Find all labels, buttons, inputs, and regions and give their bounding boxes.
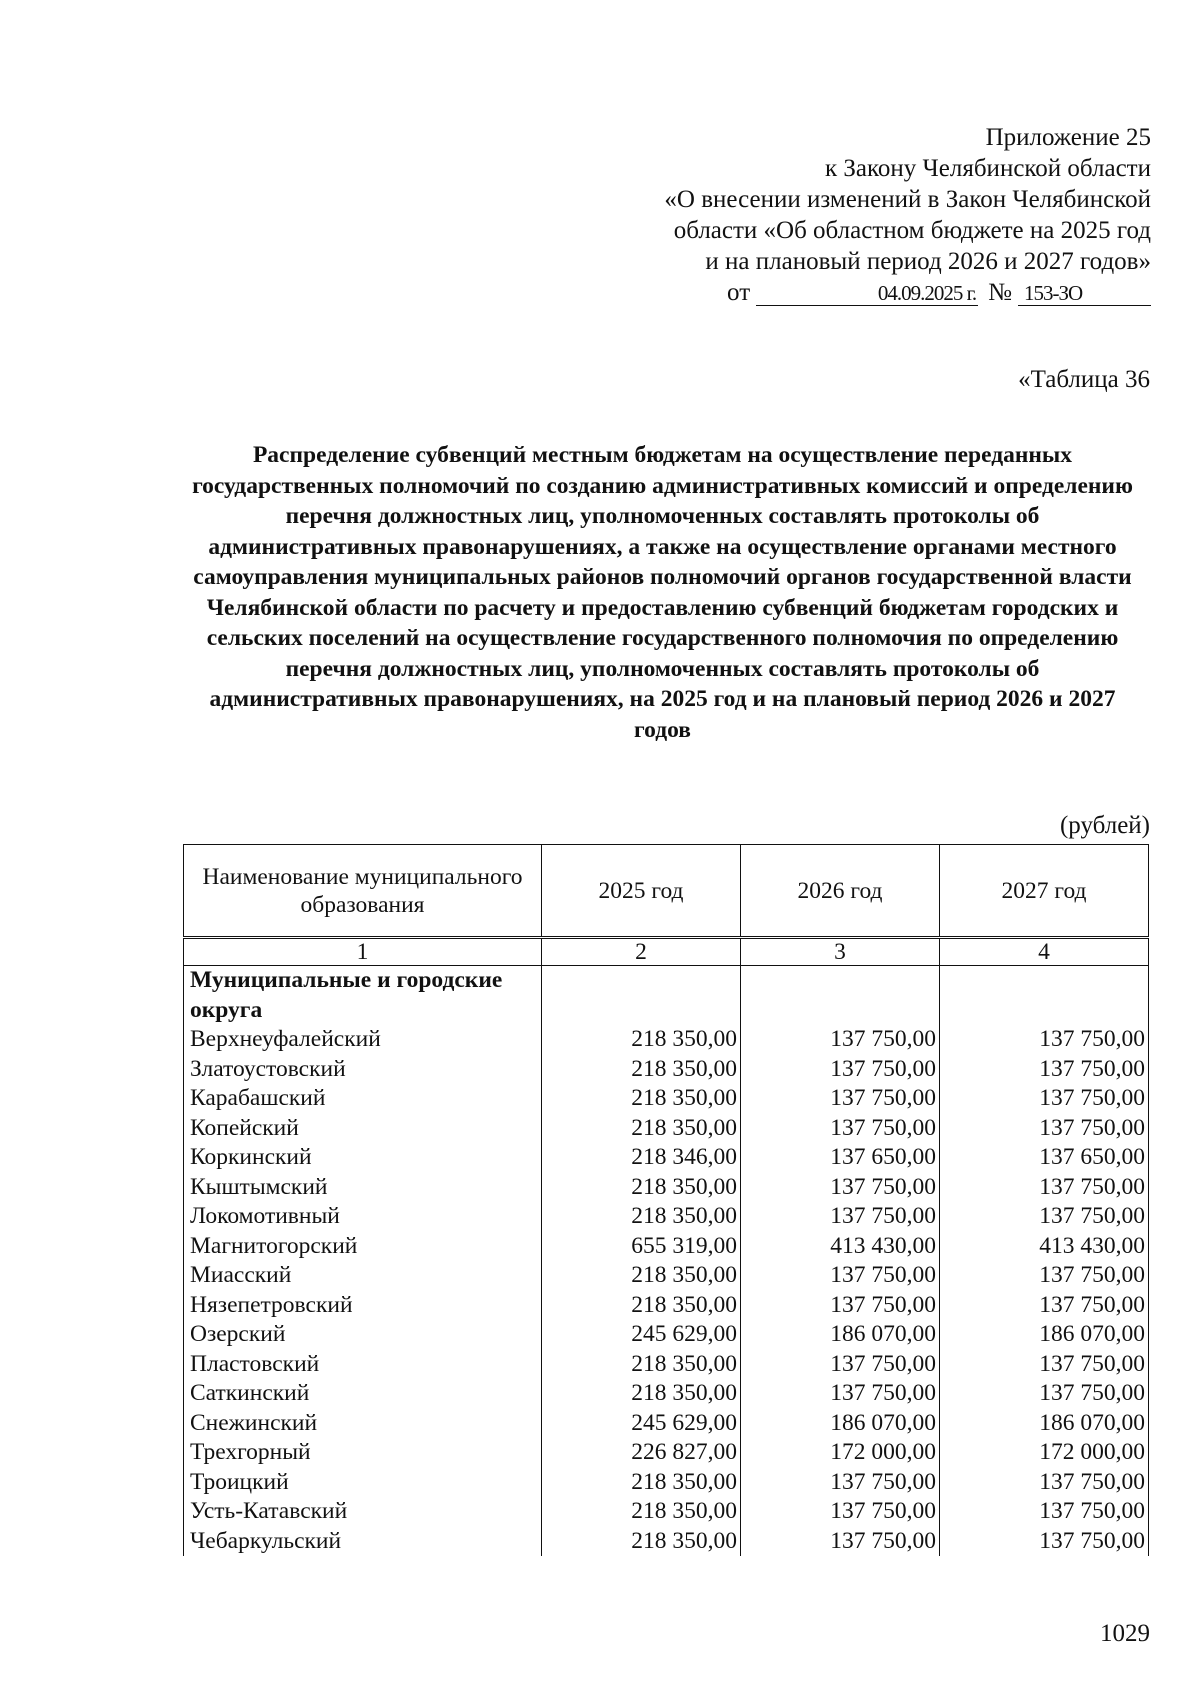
amount-cell: 137 750,00 <box>940 1527 1149 1557</box>
amount-cell: 245 629,00 <box>542 1320 741 1350</box>
column-number-row <box>184 938 1149 966</box>
amount-cell: 413 430,00 <box>741 1232 940 1262</box>
column-number: 4 <box>940 938 1149 966</box>
appendix-line: области «Об областном бюджете на 2025 год <box>673 217 1151 244</box>
amount-cell: 137 750,00 <box>741 1114 940 1144</box>
amount-cell: 137 750,00 <box>940 1261 1149 1291</box>
amount-cell: 655 319,00 <box>542 1232 741 1262</box>
amount-cell: 137 750,00 <box>741 1497 940 1527</box>
amount-cell: 137 750,00 <box>741 1350 940 1380</box>
amount-cell: 218 350,00 <box>542 1350 741 1380</box>
amount-cell: 137 750,00 <box>940 1202 1149 1232</box>
amount-cell: 218 350,00 <box>542 1379 741 1409</box>
amount-cell: 137 650,00 <box>741 1143 940 1173</box>
table-row <box>184 1232 1149 1262</box>
amount-cell: 137 750,00 <box>741 1202 940 1232</box>
municipality-name: Снежинский <box>184 1409 542 1439</box>
appendix-line: и на плановый период 2026 и 2027 годов» <box>705 248 1151 275</box>
municipality-name: Копейский <box>184 1114 542 1144</box>
municipality-name: Усть-Катавский <box>184 1497 542 1527</box>
amount-cell: 218 350,00 <box>542 1202 741 1232</box>
amount-cell: 137 750,00 <box>741 1055 940 1085</box>
table-row <box>184 1438 1149 1468</box>
appendix-line: к Закону Челябинской области <box>825 155 1151 182</box>
amount-cell: 218 350,00 <box>542 1291 741 1321</box>
amount-cell: 137 750,00 <box>940 1350 1149 1380</box>
amount-cell: 245 629,00 <box>542 1409 741 1439</box>
amount-cell: 137 750,00 <box>741 1261 940 1291</box>
amount-cell: 413 430,00 <box>940 1232 1149 1262</box>
column-number: 2 <box>542 938 741 966</box>
municipality-name: Саткинский <box>184 1379 542 1409</box>
appendix-header <box>591 122 1151 308</box>
amount-cell: 137 750,00 <box>741 1084 940 1114</box>
municipality-name: Локомотивный <box>184 1202 542 1232</box>
table-row <box>184 1379 1149 1409</box>
amount-cell: 137 750,00 <box>940 1055 1149 1085</box>
amount-cell: 137 750,00 <box>940 1468 1149 1498</box>
amount-cell: 186 070,00 <box>940 1320 1149 1350</box>
amount-cell: 226 827,00 <box>542 1438 741 1468</box>
municipality-name: Чебаркульский <box>184 1527 542 1557</box>
amount-cell: 137 750,00 <box>741 1379 940 1409</box>
subvention-table <box>183 844 1149 1556</box>
amount-cell: 172 000,00 <box>940 1438 1149 1468</box>
amount-cell: 172 000,00 <box>741 1438 940 1468</box>
table-row <box>184 1173 1149 1203</box>
amount-cell: 137 750,00 <box>940 1084 1149 1114</box>
amount-cell: 137 750,00 <box>741 1291 940 1321</box>
section-row <box>184 966 1149 1026</box>
municipality-name: Троицкий <box>184 1468 542 1498</box>
amount-cell: 137 750,00 <box>741 1025 940 1055</box>
law-date: 04.09.2025 г. <box>756 281 978 306</box>
column-number: 1 <box>184 938 542 966</box>
table-row <box>184 1527 1149 1557</box>
table-row <box>184 1497 1149 1527</box>
amount-cell: 218 350,00 <box>542 1173 741 1203</box>
amount-cell: 137 750,00 <box>741 1468 940 1498</box>
column-number: 3 <box>741 938 940 966</box>
table-row <box>184 1468 1149 1498</box>
amount-cell: 137 750,00 <box>741 1527 940 1557</box>
header-2026: 2026 год <box>741 845 940 938</box>
number-label: № <box>988 279 1012 306</box>
header-municipality: Наименование муниципального образования <box>184 845 542 938</box>
municipality-name: Верхнеуфалейский <box>184 1025 542 1055</box>
table-header-row <box>184 845 1149 938</box>
amount-cell: 137 750,00 <box>940 1291 1149 1321</box>
amount-cell: 137 750,00 <box>940 1114 1149 1144</box>
amount-cell: 218 350,00 <box>542 1055 741 1085</box>
amount-cell: 137 750,00 <box>940 1025 1149 1055</box>
table-row <box>184 1143 1149 1173</box>
amount-cell: 218 350,00 <box>542 1261 741 1291</box>
table-row <box>184 1202 1149 1232</box>
table-row <box>184 1114 1149 1144</box>
document-title: Распределение субвенций местным бюджетам на осуществление переданных государственных полномочий по созданию административных комиссий и определению перечня должностных лиц, уполномоченных составлять протоколы об административных правонарушениях, а также на осуществление органами местного самоуправления муниципальных районов полномочий органов государственной власти Челябинской области по расчету и предоставлению субвенций бюджетам городских и сельских поселений на осуществление государственного полномочия по определению перечня должностных лиц, уполномоченных составлять протоколы об административных правонарушениях, на 2025 год и на плановый период 2026 и 2027 годов <box>192 442 1133 743</box>
amount-cell: 218 350,00 <box>542 1025 741 1055</box>
municipality-name: Магнитогорский <box>184 1232 542 1262</box>
units-label: (рублей) <box>1059 812 1150 839</box>
amount-cell: 137 650,00 <box>940 1143 1149 1173</box>
amount-cell: 137 750,00 <box>741 1173 940 1203</box>
section-title: Муниципальные и городские округа <box>184 966 542 1026</box>
appendix-line: Приложение 25 <box>985 124 1151 151</box>
municipality-name: Миасский <box>184 1261 542 1291</box>
municipality-name: Нязепетровский <box>184 1291 542 1321</box>
law-signature-line <box>591 277 1151 308</box>
page-number: 1029 <box>1100 1620 1150 1647</box>
table-row <box>184 1261 1149 1291</box>
amount-cell: 218 350,00 <box>542 1468 741 1498</box>
header-2027: 2027 год <box>940 845 1149 938</box>
table-row <box>184 1350 1149 1380</box>
table-row <box>184 1320 1149 1350</box>
amount-cell: 218 350,00 <box>542 1497 741 1527</box>
amount-cell: 218 350,00 <box>542 1527 741 1557</box>
municipality-name: Трехгорный <box>184 1438 542 1468</box>
amount-cell: 218 346,00 <box>542 1143 741 1173</box>
amount-cell: 218 350,00 <box>542 1084 741 1114</box>
appendix-line: «О внесении изменений в Закон Челябинской <box>664 186 1151 213</box>
amount-cell: 186 070,00 <box>940 1409 1149 1439</box>
amount-cell: 137 750,00 <box>940 1173 1149 1203</box>
amount-cell: 186 070,00 <box>741 1409 940 1439</box>
law-number: 153-ЗО <box>1018 281 1151 306</box>
municipality-name: Кыштымский <box>184 1173 542 1203</box>
municipality-name: Озерский <box>184 1320 542 1350</box>
table-row <box>184 1055 1149 1085</box>
table-label: «Таблица 36 <box>1018 366 1150 393</box>
from-label: от <box>727 279 751 306</box>
table-row <box>184 1084 1149 1114</box>
table-row <box>184 1409 1149 1439</box>
amount-cell: 218 350,00 <box>542 1114 741 1144</box>
municipality-name: Пластовский <box>184 1350 542 1380</box>
municipality-name: Златоустовский <box>184 1055 542 1085</box>
amount-cell: 137 750,00 <box>940 1497 1149 1527</box>
table-row <box>184 1025 1149 1055</box>
header-2025: 2025 год <box>542 845 741 938</box>
municipality-name: Карабашский <box>184 1084 542 1114</box>
municipality-name: Коркинский <box>184 1143 542 1173</box>
amount-cell: 186 070,00 <box>741 1320 940 1350</box>
amount-cell: 137 750,00 <box>940 1379 1149 1409</box>
table-row <box>184 1291 1149 1321</box>
